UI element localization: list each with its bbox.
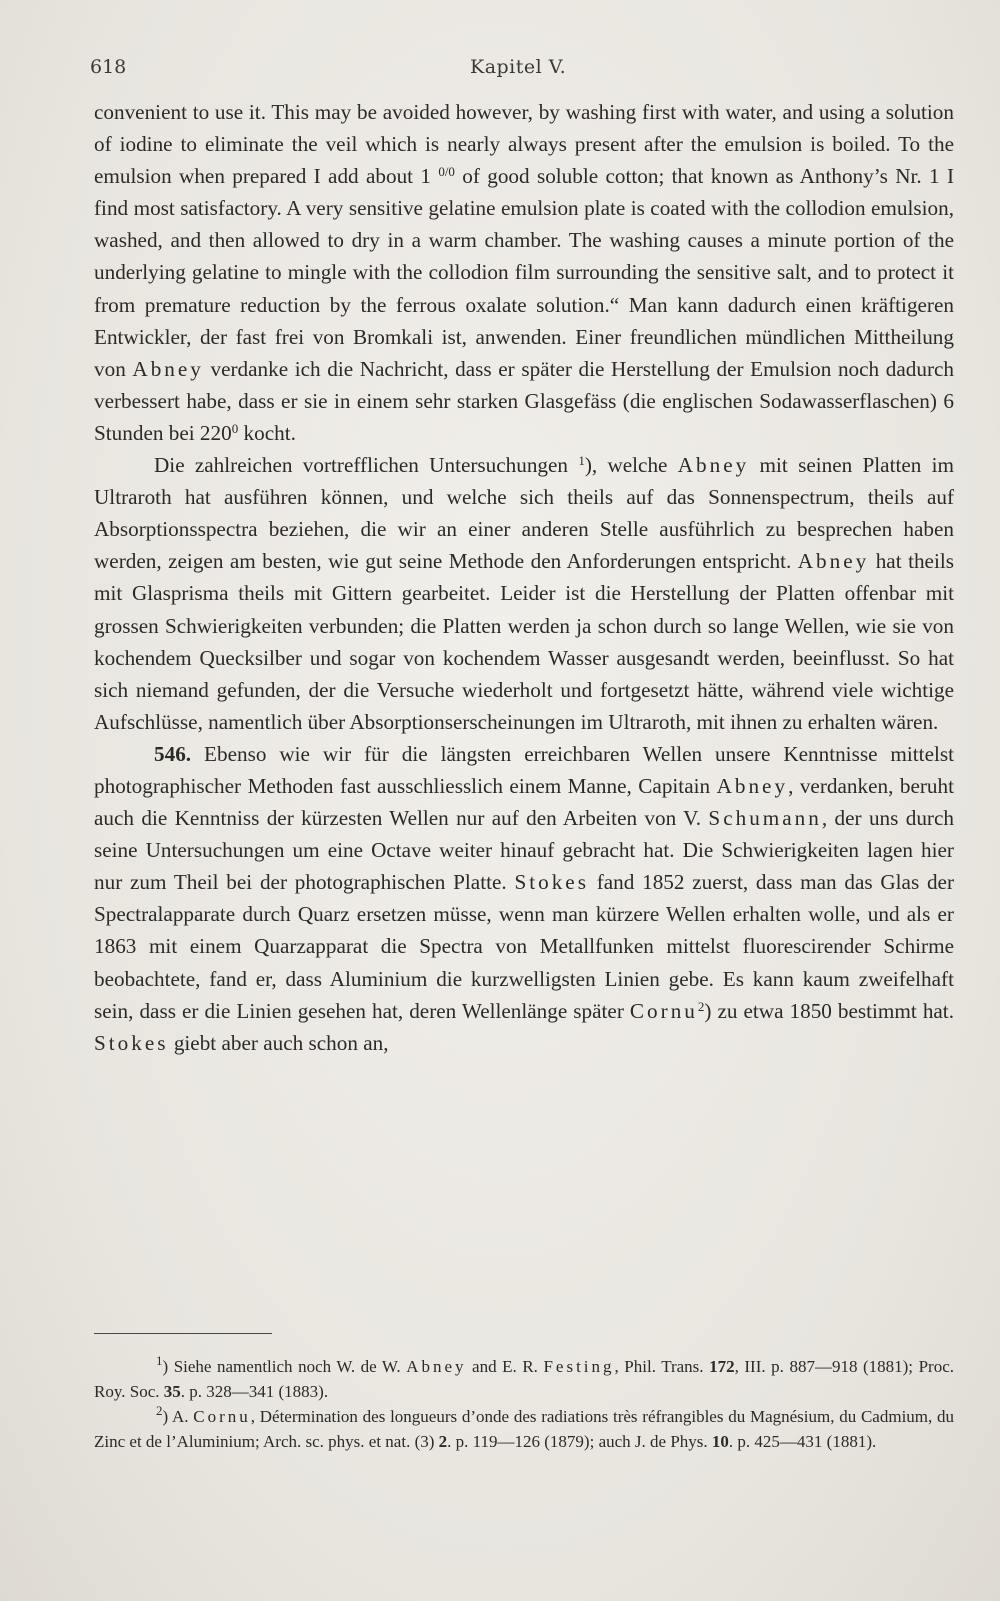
text-run: giebt aber auch schon an,	[168, 1030, 389, 1055]
text-run: mit seinen Platten im Ultraroth hat ausführen können, und welche sich theils auf das Sonnenspectrum, theils auf Absorptionsspectra beziehen, die wir an einer anderen Stelle ausführlich zu besprechen haben werden, zeigen am besten, wie gut seine Methode den Anforderungen entspricht.	[94, 453, 954, 574]
author-name: Stokes	[94, 1030, 169, 1055]
text-run: , Phil. Trans.	[614, 1357, 710, 1376]
paragraph-1	[94, 96, 954, 449]
volume-number: 172	[709, 1357, 735, 1376]
footnote-mark: 2	[156, 1403, 163, 1418]
footnote-2	[94, 1404, 954, 1454]
text-run: , der uns durch seine Untersuchungen um eine Octave weiter hinauf gebracht hat. Die Schwierigkeiten lagen hier nur zum Theil bei der photographischen Platte.	[94, 806, 954, 895]
footnote-1	[94, 1354, 954, 1404]
author-name: Stokes	[514, 870, 589, 895]
author-name: Abney	[132, 356, 204, 381]
running-head: Kapitel V.	[470, 56, 567, 78]
body-text	[94, 96, 954, 1059]
percent-sign: 0/0	[438, 164, 455, 180]
text-run: . p. 425—431 (1881).	[728, 1432, 877, 1451]
text-run: , III. p. 887—918 (1881); Proc. Roy. Soc.	[94, 1357, 954, 1401]
author-name: Cornu	[193, 1407, 251, 1426]
text-run: convenient to use it. This may be avoided however, by washing first with water, and using a solution of iodine to eliminate the veil which is nearly always present after the emulsion is boiled. To the emulsion when prepared I add about 1	[94, 100, 954, 189]
author-name: Schumann	[708, 806, 822, 831]
text-run: hat theils mit Glasprisma theils mit Gittern gearbeitet. Leider ist die Herstellung der Platten offenbar mit grossen Schwierigkeiten verbunden; die Platten werden ja schon durch so lange Wellen, wie sie von kochendem Quecksilber und sogar von kochendem Wasser ausgesandt werden, beeinflusst. So hat sich niemand gefunden, der die Versuche wiederholt und fortgesetzt hätte, während viele wichtige Aufschlüsse, namentlich über Absorptionserscheinungen im Ultraroth, mit ihnen zu erhalten wären.	[94, 549, 954, 734]
text-run: . p. 328—341 (1883).	[180, 1382, 329, 1401]
text-run: . p. 119—126 (1879); auch J. de Phys.	[447, 1432, 712, 1451]
author-name: Festing	[543, 1357, 615, 1376]
degree-mark: 0	[231, 420, 239, 436]
text-run: of good soluble cotton; that known as Anthony’s Nr. 1 I find most satisfactory. A very sensitive gelatine emulsion plate is coated with the collodion emulsion, washed, and then allowed to dry in a warm chamber. The washing causes a minute portion of the underlying gelatine to mingle with the collodion film surrounding the sensitive salt, and to protect it from premature reduction by the ferrous oxalate solution.“ Man kann dadurch einen kräftigeren Entwickler, der fast frei von Bromkali ist, anwenden. Einer freundlichen mündlichen Mittheilung von	[94, 164, 954, 381]
footnotes	[94, 1354, 954, 1454]
page-number: 618	[90, 56, 127, 78]
volume-number: 2	[438, 1432, 448, 1451]
author-name: Cornu	[629, 998, 698, 1023]
author-name: Abney	[677, 453, 750, 478]
text-run: ), welche	[584, 453, 678, 478]
text-run: Die zahlreichen vortrefflichen Untersuchungen	[154, 453, 579, 478]
volume-number: 10	[711, 1432, 729, 1451]
paragraph-3	[94, 738, 954, 1059]
text-run: Ebenso wie wir für die längsten erreichbaren Wellen unsere Kenntnisse mittelst photographischer Methoden fast ausschliesslich einem Manne, Capitain	[94, 741, 954, 798]
paragraph-2	[94, 449, 954, 738]
author-name: Abney	[406, 1357, 467, 1376]
section-number: 546.	[154, 741, 192, 766]
page-header	[90, 56, 950, 86]
text-run: ) Siehe namentlich noch W. de W.	[162, 1357, 407, 1376]
author-name: Abney	[716, 773, 789, 798]
footnote-rule	[94, 1333, 272, 1334]
text-run: kocht.	[238, 420, 296, 445]
footnote-mark: 1	[156, 1353, 163, 1368]
text-run: and E. R.	[466, 1357, 544, 1376]
text-run: , verdanken, beruht auch die Kenntniss der kürzesten Wellen nur auf den Arbeiten von V.	[94, 773, 954, 831]
footnote-ref: 1	[578, 453, 585, 469]
text-run: ) zu etwa 1850 bestimmt hat.	[704, 998, 954, 1023]
footnote-ref: 2	[697, 998, 705, 1014]
text-run: verdanke ich die Nachricht, dass er später die Herstellung der Emulsion noch dadurch verbessert habe, dass er sie in einem sehr starken Glasgefäss (die englischen Sodawasserflaschen) 6 Stunden bei 220	[94, 356, 954, 445]
text-run: fand 1852 zuerst, dass man das Glas der Spectralapparate durch Quarz ersetzen müsse, wenn man kürzere Wellen erhalten wolle, und als er 1863 mit einem Quarzapparat die Spectra von Metallfunken mittelst fluorescirender Schirme beobachtete, fand er, dass Aluminium die kurzwelligsten Linien gebe. Es kann kaum zweifelhaft sein, dass er die Linien gesehen hat, deren Wellenlänge später	[94, 870, 955, 1023]
author-name: Abney	[797, 549, 870, 574]
text-run: , Détermination des longueurs d’onde des radiations très réfrangibles du Magnésium, du Cadmium, du Zinc et de l’Aluminium; Arch. sc. phys. et nat. (3)	[94, 1407, 955, 1451]
volume-number: 35	[163, 1382, 181, 1401]
text-run: ) A.	[162, 1407, 194, 1426]
